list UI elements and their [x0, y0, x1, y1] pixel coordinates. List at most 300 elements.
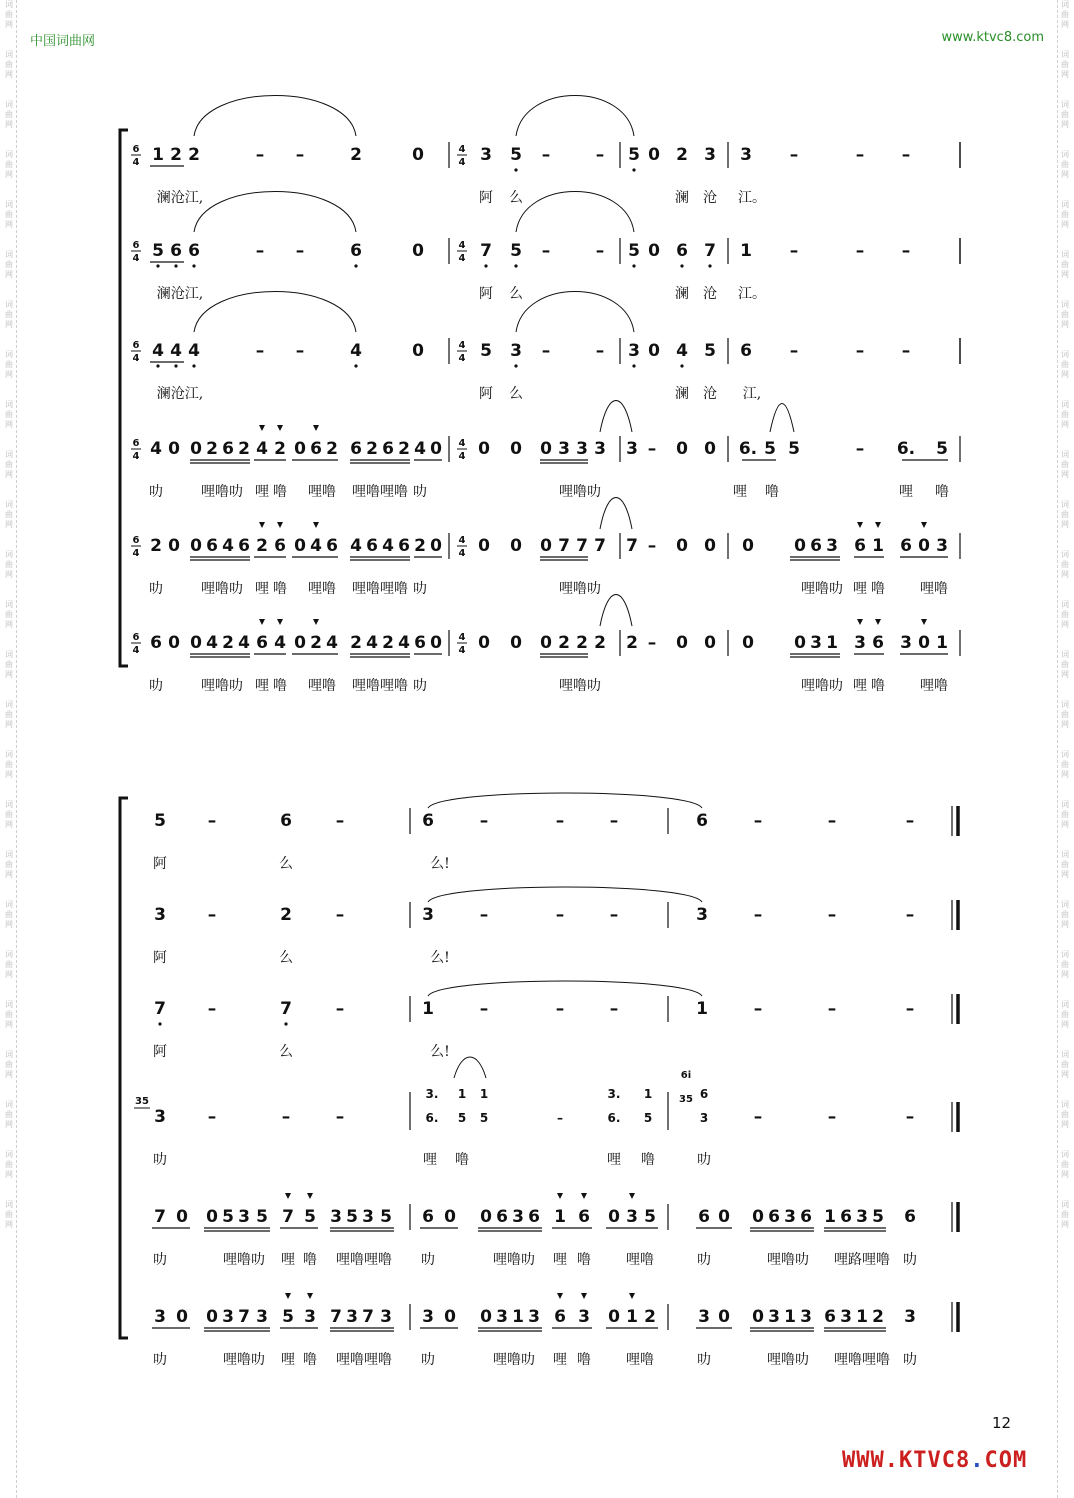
- upper-note: 3.: [607, 1087, 621, 1101]
- note: 6: [350, 439, 362, 459]
- lyric: 叻: [149, 484, 163, 500]
- note: 7: [362, 1307, 374, 1327]
- lyric: 噜: [871, 678, 885, 694]
- note: 6: [422, 811, 434, 831]
- lyric: 噜: [641, 1152, 655, 1168]
- site-url-header[interactable]: www.ktvc8.com: [941, 30, 1044, 45]
- lyric: 哩噜叻: [493, 1352, 535, 1368]
- watermark-mark: 词 曲 网: [5, 850, 13, 879]
- note: –: [855, 439, 865, 459]
- accent-mark: [285, 1293, 291, 1299]
- lyric: 哩噜哩噜: [834, 1352, 890, 1368]
- note: –: [207, 999, 217, 1019]
- note: 2: [398, 439, 410, 459]
- note: –: [555, 999, 565, 1019]
- note: 6: [238, 536, 250, 556]
- note: –: [541, 341, 551, 361]
- note: –: [281, 1107, 291, 1127]
- note: 2: [366, 439, 378, 459]
- note: 5: [282, 1307, 294, 1327]
- note: 6: [696, 811, 708, 831]
- note: 0: [294, 633, 306, 653]
- note: 3: [784, 1207, 796, 1227]
- lyric: 噜: [303, 1352, 317, 1368]
- note: 6: [578, 1207, 590, 1227]
- grace-notes-3: 35: [679, 1094, 693, 1105]
- note: 3: [480, 145, 492, 165]
- lyric: 哩: [255, 678, 269, 694]
- time-sig-bottom: 4: [132, 645, 140, 656]
- time-sig-bottom: 4: [132, 451, 140, 462]
- lyric: 江。: [738, 286, 766, 302]
- octave-dot: [632, 364, 635, 367]
- watermark-mark: 词 曲 网: [1061, 100, 1069, 129]
- time-sig-top: 6: [132, 438, 140, 449]
- note: 3: [154, 905, 166, 925]
- watermark-mark: 词 曲 网: [1061, 700, 1069, 729]
- lyric: 哩噜: [308, 581, 336, 597]
- note: –: [609, 905, 619, 925]
- lyric: 哩: [553, 1252, 567, 1268]
- note: 0: [540, 633, 552, 653]
- lyric: 哩噜叻: [493, 1252, 535, 1268]
- note: 6: [840, 1207, 852, 1227]
- note: 5: [152, 241, 164, 261]
- accent-mark: [921, 522, 927, 528]
- note: 2: [382, 633, 394, 653]
- time-sig-bottom: 4: [132, 157, 140, 168]
- octave-dot: [514, 364, 517, 367]
- note: 2: [188, 145, 200, 165]
- note: –: [827, 905, 837, 925]
- note: 3: [154, 1307, 166, 1327]
- note: –: [479, 811, 489, 831]
- note: 7: [154, 1207, 166, 1227]
- note: –: [609, 811, 619, 831]
- note: 3: [380, 1307, 392, 1327]
- watermark-mark: 词 曲 网: [5, 600, 13, 629]
- watermark-mark: 词 曲 网: [1061, 650, 1069, 679]
- note: –: [789, 145, 799, 165]
- note: 0: [510, 536, 522, 556]
- note: 7: [280, 999, 292, 1019]
- note: 3: [154, 1107, 166, 1127]
- note: 0: [608, 1307, 620, 1327]
- note: 5: [628, 145, 640, 165]
- note: 3: [346, 1307, 358, 1327]
- note: 3: [768, 1307, 780, 1327]
- watermark-mark: 词 曲 网: [1061, 1200, 1069, 1229]
- note: –: [555, 811, 565, 831]
- note: 7: [480, 241, 492, 261]
- note: 0: [510, 439, 522, 459]
- note: 0: [412, 145, 424, 165]
- note: 5: [346, 1207, 358, 1227]
- tie-arc: [428, 793, 702, 808]
- note: 4: [222, 536, 234, 556]
- lyric: 么: [279, 950, 293, 966]
- note: 6: [698, 1207, 710, 1227]
- note: 0: [704, 633, 716, 653]
- watermark-mark: 词 曲 网: [5, 250, 13, 279]
- note: 6: [872, 633, 884, 653]
- note: 6: [414, 633, 426, 653]
- note: 6: [350, 241, 362, 261]
- lyric: 澜: [675, 386, 689, 402]
- time-sig-top: 6: [132, 240, 140, 251]
- lyric: 叻: [153, 1352, 167, 1368]
- note: 0: [540, 536, 552, 556]
- watermark-mark: 词 曲 网: [5, 400, 13, 429]
- watermark-mark: 词 曲 网: [5, 0, 13, 29]
- note: 0: [752, 1207, 764, 1227]
- note: 6.: [896, 439, 916, 459]
- note: 3: [628, 341, 640, 361]
- watermark-mark: 词 曲 网: [1061, 950, 1069, 979]
- accent-mark: [557, 1193, 563, 1199]
- octave-dot: [192, 264, 195, 267]
- watermark-mark: 词 曲 网: [5, 900, 13, 929]
- watermark-mark: 词 曲 网: [1061, 600, 1069, 629]
- note: 1: [824, 1207, 836, 1227]
- watermark-mark: 词 曲 网: [1061, 1150, 1069, 1179]
- note: –: [295, 341, 305, 361]
- note: 3: [510, 341, 522, 361]
- note: 3: [362, 1207, 374, 1227]
- note: –: [255, 341, 265, 361]
- note: 6: [768, 1207, 780, 1227]
- lyric: 阿: [153, 950, 167, 966]
- note: 5: [704, 341, 716, 361]
- lyric: 噜: [765, 484, 779, 500]
- lyric: 叻: [903, 1352, 917, 1368]
- watermark-mark: 词 曲 网: [1061, 900, 1069, 929]
- octave-dot: [354, 264, 357, 267]
- note: –: [647, 439, 657, 459]
- note: 4: [256, 439, 268, 459]
- watermark-mark: 词 曲 网: [5, 150, 13, 179]
- accent-mark: [285, 1193, 291, 1199]
- accent-mark: [259, 619, 265, 625]
- note: 6.: [425, 1111, 439, 1125]
- logo-part2: COM: [984, 1448, 1028, 1473]
- note: 1: [696, 999, 708, 1019]
- note: 5: [643, 1111, 653, 1125]
- note: 1: [422, 999, 434, 1019]
- watermark-mark: 词 曲 网: [5, 1100, 13, 1129]
- lyric: 哩噜: [308, 484, 336, 500]
- note: 5: [380, 1207, 392, 1227]
- lyric: 噜: [273, 678, 287, 694]
- note: 4: [150, 439, 162, 459]
- note: 7: [558, 536, 570, 556]
- note: 4: [238, 633, 250, 653]
- lyric: 哩噜叻: [559, 581, 601, 597]
- note: 7: [282, 1207, 294, 1227]
- note: 6: [900, 536, 912, 556]
- note: 5: [788, 439, 800, 459]
- octave-dot: [354, 364, 357, 367]
- lyric: 澜沧江,: [156, 386, 204, 402]
- note: 0: [430, 439, 442, 459]
- note: 6: [800, 1207, 812, 1227]
- lyric: 阿: [479, 286, 493, 302]
- lyric: 叻: [421, 1352, 435, 1368]
- note: 3: [422, 1307, 434, 1327]
- note: 6: [188, 241, 200, 261]
- tie-arc: [600, 595, 632, 627]
- time-sig-bottom: 4: [132, 548, 140, 559]
- accent-mark: [581, 1193, 587, 1199]
- note: 6: [326, 536, 338, 556]
- note: 0: [676, 536, 688, 556]
- lyric: 哩噜叻: [223, 1352, 265, 1368]
- accent-mark: [259, 522, 265, 528]
- note: 5: [256, 1207, 268, 1227]
- note: 1: [740, 241, 752, 261]
- tie-arc: [516, 96, 634, 137]
- note: 3: [512, 1207, 524, 1227]
- note: 3: [626, 1207, 638, 1227]
- note: 0: [190, 536, 202, 556]
- note: 6: [740, 341, 752, 361]
- note: 6: [398, 536, 410, 556]
- note: 3: [854, 633, 866, 653]
- accent-mark: [277, 425, 283, 431]
- note: 5: [764, 439, 776, 459]
- note: 1: [872, 536, 884, 556]
- lyric: 叻: [153, 1152, 167, 1168]
- tie-arc: [194, 96, 356, 137]
- footer-logo[interactable]: [842, 1448, 1027, 1473]
- note: 2: [676, 145, 688, 165]
- note: 5: [872, 1207, 884, 1227]
- accent-mark: [629, 1193, 635, 1199]
- watermark-mark: 词 曲 网: [5, 200, 13, 229]
- note: 0: [510, 633, 522, 653]
- note: 6: [854, 536, 866, 556]
- note: –: [647, 536, 657, 556]
- site-name-header[interactable]: 中国词曲网: [30, 34, 96, 49]
- watermark-mark: 词 曲 网: [1061, 850, 1069, 879]
- watermark-mark: 词 曲 网: [5, 50, 13, 79]
- note: 3: [740, 145, 752, 165]
- note: –: [609, 999, 619, 1019]
- watermark-mark: 词 曲 网: [1061, 300, 1069, 329]
- watermark-mark: 词 曲 网: [1061, 1100, 1069, 1129]
- note: 0: [648, 341, 660, 361]
- lyric: 哩噜: [920, 581, 948, 597]
- note: 0: [676, 633, 688, 653]
- accent-mark: [277, 619, 283, 625]
- lyric: 叻: [421, 1252, 435, 1268]
- lyric: 噜: [273, 484, 287, 500]
- note: –: [335, 999, 345, 1019]
- note: 2: [350, 633, 362, 653]
- watermark-mark: 词 曲 网: [1061, 1050, 1069, 1079]
- accent-mark: [921, 619, 927, 625]
- note: 5: [644, 1207, 656, 1227]
- note: 7: [576, 536, 588, 556]
- note: 3: [576, 439, 588, 459]
- accent-mark: [581, 1293, 587, 1299]
- note: 2: [206, 439, 218, 459]
- watermark-mark: 词 曲 网: [1061, 550, 1069, 579]
- note: 3: [422, 905, 434, 925]
- note: 2: [644, 1307, 656, 1327]
- note: –: [901, 145, 911, 165]
- note: 4: [188, 341, 200, 361]
- watermark-mark: 词 曲 网: [5, 1200, 13, 1229]
- lyric: 澜: [675, 190, 689, 206]
- note: 2: [872, 1307, 884, 1327]
- note: 0: [480, 1207, 492, 1227]
- octave-dot: [514, 264, 517, 267]
- octave-dot: [156, 264, 159, 267]
- note: 5: [479, 1111, 489, 1125]
- tie-arc: [600, 498, 632, 530]
- lyric: 叻: [153, 1252, 167, 1268]
- lyric: 哩: [255, 581, 269, 597]
- lyric: 噜: [455, 1152, 469, 1168]
- note: –: [647, 633, 657, 653]
- time-sig-bottom: 4: [458, 451, 466, 462]
- lyric: 澜: [675, 286, 689, 302]
- upper-note: 1: [479, 1087, 489, 1101]
- note: 2: [576, 633, 588, 653]
- note: 0: [676, 439, 688, 459]
- note: –: [595, 341, 605, 361]
- note: –: [295, 145, 305, 165]
- note: –: [855, 241, 865, 261]
- upper-note: 3.: [425, 1087, 439, 1101]
- watermark-mark: 词 曲 网: [1061, 500, 1069, 529]
- time-sig-bottom: 4: [458, 253, 466, 264]
- watermark-mark: 词 曲 网: [1061, 750, 1069, 779]
- lyric: 阿: [479, 386, 493, 402]
- lyric: 么: [279, 856, 293, 872]
- lyric: 哩噜叻: [201, 484, 243, 500]
- lyric: 哩噜: [920, 678, 948, 694]
- note: 3: [330, 1207, 342, 1227]
- note: –: [595, 145, 605, 165]
- grace-notes-2: 6i: [680, 1070, 692, 1081]
- note: 6: [528, 1207, 540, 1227]
- lyric: 哩噜哩噜: [352, 678, 408, 694]
- watermark-mark: 词 曲 网: [5, 300, 13, 329]
- note: 6: [382, 439, 394, 459]
- note: 2: [594, 633, 606, 653]
- note: 2: [274, 439, 286, 459]
- watermark-mark: 词 曲 网: [5, 500, 13, 529]
- note: –: [207, 811, 217, 831]
- note: 0: [742, 633, 754, 653]
- note: 6.: [738, 439, 758, 459]
- note: 1: [784, 1307, 796, 1327]
- note: –: [827, 811, 837, 831]
- watermark-mark: 词 曲 网: [1061, 350, 1069, 379]
- accent-mark: [875, 619, 881, 625]
- note: –: [855, 145, 865, 165]
- lyric: 沧: [703, 286, 717, 302]
- note: –: [901, 341, 911, 361]
- lyric: 哩: [281, 1352, 295, 1368]
- note: 3: [696, 905, 708, 925]
- lyric: 哩噜: [308, 678, 336, 694]
- octave-dot: [514, 168, 517, 171]
- lyric: 么!: [430, 856, 450, 872]
- note: 6: [554, 1307, 566, 1327]
- lyric: 噜: [871, 581, 885, 597]
- note: 6: [170, 241, 182, 261]
- watermark-mark: 词 曲 网: [5, 650, 13, 679]
- watermark-mark: 词 曲 网: [1061, 150, 1069, 179]
- note: 0: [412, 241, 424, 261]
- note: 2: [238, 439, 250, 459]
- lyric: 哩: [553, 1352, 567, 1368]
- note: –: [541, 241, 551, 261]
- lyric: 噜: [273, 581, 287, 597]
- note: 2: [626, 633, 638, 653]
- lyric: 哩: [423, 1152, 437, 1168]
- note: –: [479, 905, 489, 925]
- lyric: 哩路哩噜: [834, 1252, 890, 1268]
- time-sig-bottom: 4: [132, 353, 140, 364]
- note: 7: [594, 536, 606, 556]
- lyric: 么: [279, 1044, 293, 1060]
- note: –: [855, 341, 865, 361]
- watermark-mark: 词 曲 网: [5, 750, 13, 779]
- note: –: [905, 999, 915, 1019]
- note: 1: [626, 1307, 638, 1327]
- note: 0: [608, 1207, 620, 1227]
- lyric: 叻: [413, 678, 427, 694]
- watermark-mark: 词 曲 网: [5, 100, 13, 129]
- note: 3: [626, 439, 638, 459]
- note: 1: [512, 1307, 524, 1327]
- note: 6: [676, 241, 688, 261]
- watermark-mark: 词 曲 网: [5, 1000, 13, 1029]
- note: –: [753, 905, 763, 925]
- note: –: [789, 341, 799, 361]
- note: 6: [274, 536, 286, 556]
- note: –: [753, 999, 763, 1019]
- note: 0: [412, 341, 424, 361]
- watermark-mark: 词 曲 网: [5, 950, 13, 979]
- note: 7: [704, 241, 716, 261]
- logo-part1: WWW.KTVC8: [842, 1448, 971, 1473]
- note: 3: [810, 633, 822, 653]
- lyric: 哩噜叻: [201, 678, 243, 694]
- lyric: 沧: [703, 190, 717, 206]
- lyric: 噜: [577, 1252, 591, 1268]
- note: 1: [856, 1307, 868, 1327]
- lyric: 哩噜叻: [201, 581, 243, 597]
- note: 4: [170, 341, 182, 361]
- note: –: [479, 999, 489, 1019]
- note: –: [207, 905, 217, 925]
- accent-mark: [313, 425, 319, 431]
- watermark-mark: 词 曲 网: [5, 700, 13, 729]
- time-sig-top: 6: [132, 340, 140, 351]
- octave-dot: [680, 364, 683, 367]
- watermark-mark: 词 曲 网: [5, 1050, 13, 1079]
- lyric: 沧: [703, 386, 717, 402]
- lyric: 哩噜叻: [801, 678, 843, 694]
- note: 5: [154, 811, 166, 831]
- lyric: 叻: [413, 484, 427, 500]
- note: 3: [826, 536, 838, 556]
